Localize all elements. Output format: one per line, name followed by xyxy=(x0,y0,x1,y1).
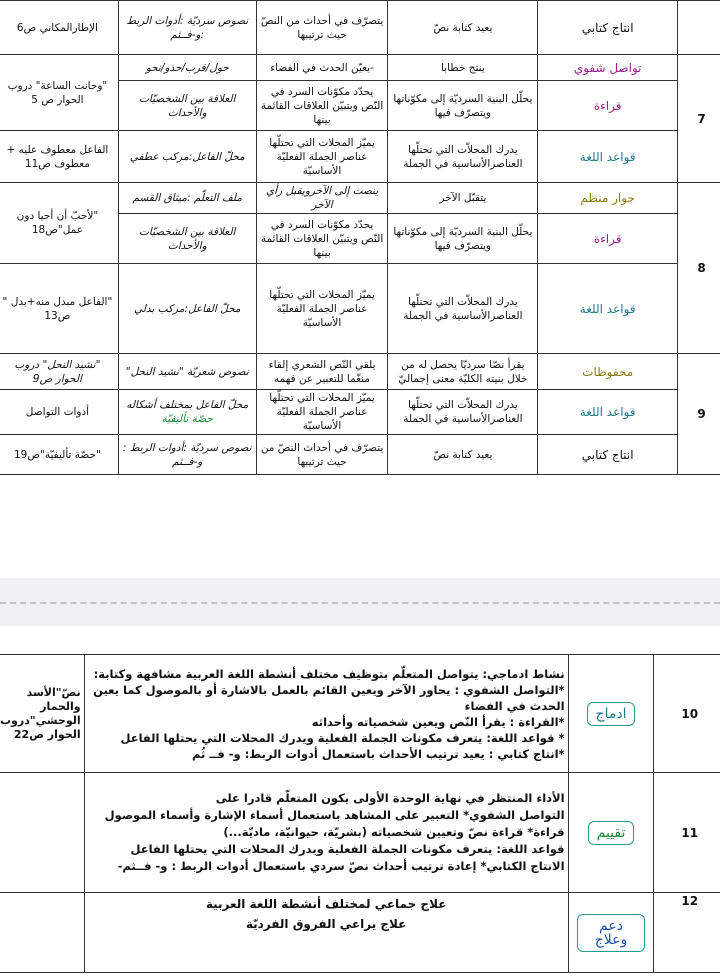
cell-content: حول/قرب/حذو/نحو xyxy=(118,55,256,81)
cell-skill: ينتج خطابا xyxy=(388,55,538,81)
row-number: 8 xyxy=(678,183,720,354)
cell-skill: يدرك المحلاّت التي تحتلّها العناصرالأساسية في الجملة xyxy=(388,390,538,435)
cell-activity: انتاج كتابي xyxy=(538,435,678,475)
row-number: 9 xyxy=(678,354,720,475)
line: *القراءة : يقرأ النّص ويعين شخصياته وأحداثه xyxy=(311,714,565,729)
cell-objective: يتصرّف في أحداث النصّ من حيث ترتيبها xyxy=(256,435,388,475)
page-2 xyxy=(0,626,720,980)
cell-activity: قراءة xyxy=(538,81,678,131)
synthesis-label: حصّة تأليفيّة xyxy=(161,413,213,425)
cell-content: محلّ الفاعل:مركب عطفي xyxy=(118,131,256,183)
cell-ref: الفاعل معطوف عليه + معطوف ص11 xyxy=(0,131,118,183)
row-9-a xyxy=(0,354,720,390)
cell-description xyxy=(84,773,568,893)
cell-skill: يحلّل البنية السرديّة إلى مكوّناتها ويتصرّف فيها xyxy=(388,81,538,131)
line: الأداء المنتظر في نهاية الوحدة الأولى يكون المتعلّم قادرا على xyxy=(215,791,565,805)
page-gap xyxy=(0,578,720,626)
cell-activity: قواعد اللغة xyxy=(538,390,678,435)
line: قواعد اللغة: يتعرف مكونات الجملة الفعلية ويدرك المحلات التي يحتلها الفاعل xyxy=(130,842,565,856)
line: *التواصل الشفوي : يحاور الآخر ويعين القائم بالعمل بالاشارة أو بالموصول كما يعين الحدث في الفضاء xyxy=(93,682,565,713)
cell-objective: يتصرّف في أحداث من النصّ حيث ترتيبها xyxy=(256,1,388,55)
cell-content: العلاقة بين الشخصيّات والأحداث xyxy=(118,81,256,131)
cell-activity: قواعد اللغة xyxy=(538,264,678,354)
cell-skill: يدرك المحلاّت التي تحتلّها العناصرالأساسية في الجملة xyxy=(388,264,538,354)
cell-objective: يحدّد مكوّنات السرد في النّص ويتبيّن العلاقات القائمة بينها xyxy=(256,81,388,131)
cell-content: محلّ الفاعل:مركب بدلي xyxy=(118,264,256,354)
cell-content: نصوص سرديّة :أدوات الربط :و-فــثم xyxy=(118,1,256,55)
cell-label xyxy=(568,655,654,773)
row-number: 10 xyxy=(654,655,720,773)
cell-skill: يعيد كتابة نصّ xyxy=(388,1,538,55)
cell-content: نصوص سرديّة :أدوات الربط : و-فــثم xyxy=(118,435,256,475)
stage-label: دعم وعلاج xyxy=(577,914,645,952)
cell-skill: يقرأ نصّا سرديّا يحصل له من خلال بنيته الكليّة معنى إجماليّ xyxy=(388,354,538,390)
lesson-table-2 xyxy=(0,654,720,973)
cell-ref: "حصّة تأليفيّة"ص19 xyxy=(0,435,118,475)
cell-content: ملف التعلّم :ميثاق القسم xyxy=(118,183,256,214)
row-9-c xyxy=(0,435,720,475)
cell-skill: يحلّل البنية السرديّة إلى مكوّناتها ويتصرّف فيها xyxy=(388,214,538,264)
row-number: 12 xyxy=(654,893,720,973)
cell-objective: يلقي النّص الشعري إلقاء منغّما للتعبير عن فهمه xyxy=(256,354,388,390)
cell-ref: "لأحبّ أن أحيا دون عمل"ص18 xyxy=(0,183,118,264)
cell-ref: "الفاعل مبدل منه+بدل " ص13 xyxy=(0,264,118,354)
line: علاج جماعي لمختلف أنشطة اللغة العربية xyxy=(205,897,447,911)
cell-skill: يدرك المحلاّت التي تحتلّها العناصرالأساسية في الجملة xyxy=(388,131,538,183)
page-separator xyxy=(0,602,720,604)
cell-label xyxy=(568,773,654,893)
cell-description xyxy=(84,655,568,773)
cell-objective: يميّز المحلات التي تحتلّها عناصر الجملة الفعليّة الأساسيّة xyxy=(256,131,388,183)
row-12 xyxy=(0,893,720,973)
line: نشاط ادماجي: يتواصل المتعلّم بتوظيف مختلف أنشطة اللغة العربية مشافهة وكتابة: xyxy=(93,666,565,681)
cell-content: العلاقة بين الشخصيّات والأحداث xyxy=(118,214,256,264)
row-header xyxy=(0,1,720,55)
cell-activity: محفوظات xyxy=(538,354,678,390)
row-number: 11 xyxy=(654,773,720,893)
row-10 xyxy=(0,655,720,773)
cell-ref xyxy=(0,773,84,893)
line: التواصل الشفوي* التعبير على المشاهد باستعمال أسماء الإشارة وأسماء الموصول xyxy=(104,808,565,822)
row-7-c xyxy=(0,131,720,183)
cell-skill: يعيد كتابة نصّ xyxy=(388,435,538,475)
cell-content xyxy=(118,390,256,435)
cell-description xyxy=(84,893,568,973)
cell-activity: انتاج كتابي xyxy=(538,1,678,55)
cell-ref: "وحانت الساعة" دروب الحوار ص 5 xyxy=(0,55,118,131)
cell-activity: تواصل شفوي xyxy=(538,55,678,81)
cell-ref: الإطارالمكاني ص6 xyxy=(0,1,118,55)
cell-objective: يميّز المحلات التي تحتلّها عناصر الجملة الفعليّة الأساسيّة xyxy=(256,390,388,435)
cell-ref: أدوات التواصل xyxy=(0,390,118,435)
cell-objective: يميّز المحلات التي تحتلّها عناصر الجملة الفعليّة الأساسيّة xyxy=(256,264,388,354)
cell-number xyxy=(678,1,720,55)
row-7-a xyxy=(0,55,720,81)
cell-activity: حوار منظم xyxy=(538,183,678,214)
line: علاج يراعي الفروق الفرديّة xyxy=(245,917,407,931)
cell-objective: -يعيّن الحدث في الفضاء xyxy=(256,55,388,81)
content-text: محلّ الفاعل بمختلف أشكاله xyxy=(126,399,249,411)
cell-content: نصوص شعريّة "نشيد النحل" xyxy=(118,354,256,390)
cell-activity: قراءة xyxy=(538,214,678,264)
row-number: 7 xyxy=(678,55,720,183)
cell-ref: نصّ"الأسد والحمار الوحشي"دروب الحوار ص22 xyxy=(0,655,84,773)
cell-objective: يحدّد مكوّنات السرد في النّص ويتبيّن العلاقات القائمة بينها xyxy=(256,214,388,264)
lesson-table-1 xyxy=(0,0,720,475)
cell-objective: ينصت إلى الآخرويقبل رأي الآخر xyxy=(256,183,388,214)
stage-label: تقييم xyxy=(588,821,635,845)
line: * قواعد اللغة: يتعرف مكونات الجملة الفعلية ويدرك المحلات التي يحتلها الفاعل xyxy=(120,730,565,745)
line: قراءة* قراءة نصّ وتعيين شخصياته (بشريّة، حيوانيّة، ماديّة...) xyxy=(223,825,565,839)
row-9-b xyxy=(0,390,720,435)
cell-ref: "نشيد النحل" دروب الحوار ص9 xyxy=(0,354,118,390)
row-8-c xyxy=(0,264,720,354)
cell-activity: قواعد اللغة xyxy=(538,131,678,183)
line: *انتاج كتابي : يعيد ترتيب الأحداث باستعمال أدوات الربط: و- فــ ثُم xyxy=(192,746,565,761)
stage-label: ادماج xyxy=(587,702,636,726)
cell-ref xyxy=(0,893,84,973)
cell-skill: يتقبّل الآخر xyxy=(388,183,538,214)
row-8-a xyxy=(0,183,720,214)
row-11 xyxy=(0,773,720,893)
line: الانتاج الكتابي* إعادة ترتيب أحداث نصّ سردي باستعمال أدوات الربط : و- فــثم- xyxy=(117,859,565,873)
cell-label xyxy=(568,893,654,973)
